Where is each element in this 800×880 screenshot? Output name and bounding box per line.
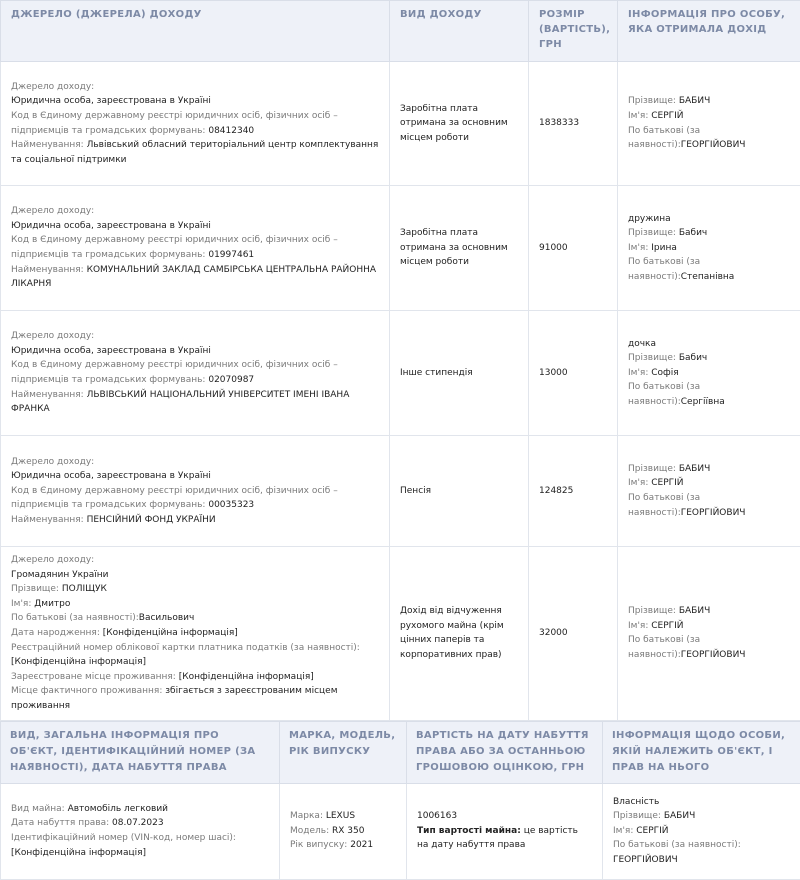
patronymic-label: По батькові (за наявності): bbox=[613, 840, 741, 850]
name-label: Ім'я: bbox=[628, 478, 648, 488]
income-amount: 32000 bbox=[529, 547, 618, 721]
year-value: 2021 bbox=[350, 840, 373, 850]
patronymic-label: По батькові (за наявності): bbox=[628, 493, 700, 518]
code-label: Код в Єдиному державному реєстрі юридичних осіб, фізичних осіб – підприємців та громадських формувань: bbox=[11, 360, 338, 385]
table-row bbox=[1, 311, 800, 436]
surname-value: ПОЛІЩУК bbox=[62, 584, 107, 594]
date-value: 08.07.2023 bbox=[112, 818, 164, 828]
vin-label: Ідентифікаційний номер (VIN-код, номер шасі): bbox=[11, 833, 236, 843]
source-kind: Юридична особа, зареєстрована в Україні bbox=[11, 94, 379, 109]
relation: дружина bbox=[628, 212, 790, 227]
patronymic-value: Степанівна bbox=[681, 272, 735, 282]
name-label: Ім'я: bbox=[628, 621, 648, 631]
surname-label: Прізвище: bbox=[628, 228, 676, 238]
model-label: Модель: bbox=[290, 826, 329, 836]
name-label: Найменування: bbox=[11, 265, 84, 275]
income-source-cell bbox=[1, 62, 390, 186]
actual-address-value: збігається з зареєстрованим місцем проживання bbox=[11, 686, 337, 711]
patronymic-label: По батькові (за наявності): bbox=[628, 257, 700, 282]
value-type-label: Тип вартості майна: bbox=[417, 826, 521, 836]
right-type: Власність bbox=[613, 795, 790, 810]
kind-value: Автомобіль легковий bbox=[68, 804, 168, 814]
source-title: Джерело доходу: bbox=[11, 204, 379, 219]
income-amount: 91000 bbox=[529, 186, 618, 311]
vin-value: [Конфіденційна інформація] bbox=[11, 848, 146, 858]
income-source-cell bbox=[1, 186, 390, 311]
brand-value: LEXUS bbox=[326, 811, 355, 821]
header-property-brand: МАРКА, МОДЕЛЬ, РІК ВИПУСКУ bbox=[280, 721, 407, 783]
name-label: Найменування: bbox=[11, 140, 84, 150]
name-value: СЕРГІЙ bbox=[651, 478, 683, 488]
property-table bbox=[0, 721, 800, 880]
income-type: Інше стипендія bbox=[390, 311, 529, 436]
income-source-cell bbox=[1, 436, 390, 547]
code-value: 00035323 bbox=[208, 500, 254, 510]
income-amount: 124825 bbox=[529, 436, 618, 547]
name-value: КОМУНАЛЬНИЙ ЗАКЛАД САМБІРСЬКА ЦЕНТРАЛЬНА РАЙОННА ЛІКАРНЯ bbox=[11, 265, 376, 290]
table-row bbox=[1, 186, 800, 311]
table-row bbox=[1, 436, 800, 547]
relation: дочка bbox=[628, 337, 790, 352]
name-value: СЕРГІЙ bbox=[651, 621, 683, 631]
table-row bbox=[1, 547, 800, 721]
patronymic-label: По батькові (за наявності): bbox=[11, 613, 139, 623]
surname-value: БАБИЧ bbox=[679, 606, 710, 616]
actual-address-label: Місце фактичного проживання: bbox=[11, 686, 162, 696]
income-source-cell bbox=[1, 547, 390, 721]
surname-label: Прізвище: bbox=[613, 811, 661, 821]
income-person-cell bbox=[618, 547, 800, 721]
name-value: Ірина bbox=[651, 243, 677, 253]
header-income-amount: РОЗМІР (ВАРТІСТЬ), ГРН bbox=[529, 1, 618, 62]
code-label: Код в Єдиному державному реєстрі юридичних осіб, фізичних осіб – підприємців та громадських формувань: bbox=[11, 111, 338, 136]
code-label: Код в Єдиному державному реєстрі юридичних осіб, фізичних осіб – підприємців та громадських формувань: bbox=[11, 235, 338, 260]
year-label: Рік випуску: bbox=[290, 840, 347, 850]
surname-value: БАБИЧ bbox=[664, 811, 695, 821]
name-value: ПЕНСІЙНИЙ ФОНД УКРАЇНИ bbox=[87, 515, 216, 525]
rnokpp-label: Реєстраційний номер облікової картки платника податків (за наявності): bbox=[11, 643, 360, 653]
income-type: Дохід від відчуження рухомого майна (крім цінних паперів та корпоративних прав) bbox=[390, 547, 529, 721]
value-type: це вартість на дату набуття права bbox=[417, 826, 578, 851]
surname-value: БАБИЧ bbox=[679, 96, 710, 106]
income-type: Заробітна плата отримана за основним місцем роботи bbox=[390, 62, 529, 186]
name-label: Найменування: bbox=[11, 515, 84, 525]
table-row bbox=[1, 62, 800, 186]
header-property-kind: ВИД, ЗАГАЛЬНА ІНФОРМАЦІЯ ПРО ОБ'ЄКТ, ІДЕНТИФІКАЦІЙНИЙ НОМЕР (ЗА НАЯВНОСТІ), ДАТА НАБУТТЯ ПРАВА bbox=[1, 721, 280, 783]
name-label: Ім'я: bbox=[628, 368, 648, 378]
name-value: ЛЬВІВСЬКИЙ НАЦІОНАЛЬНИЙ УНІВЕРСИТЕТ ІМЕНІ ІВАНА ФРАНКА bbox=[11, 390, 349, 415]
source-kind: Громадянин України bbox=[11, 568, 379, 583]
dob-label: Дата народження: bbox=[11, 628, 100, 638]
patronymic-value: Сергіївна bbox=[681, 397, 725, 407]
surname-label: Прізвище: bbox=[628, 606, 676, 616]
income-person-cell bbox=[618, 62, 800, 186]
surname-label: Прізвище: bbox=[628, 353, 676, 363]
income-source-cell bbox=[1, 311, 390, 436]
surname-label: Прізвище: bbox=[11, 584, 59, 594]
code-value: 01997461 bbox=[208, 250, 254, 260]
surname-value: Бабич bbox=[679, 353, 707, 363]
income-person-cell bbox=[618, 186, 800, 311]
header-property-owner: ІНФОРМАЦІЯ ЩОДО ОСОБИ, ЯКІЙ НАЛЕЖИТЬ ОБ'ЄКТ, І ПРАВ НА НЬОГО bbox=[603, 721, 800, 783]
header-income-source: ДЖЕРЕЛО (ДЖЕРЕЛА) ДОХОДУ bbox=[1, 1, 390, 62]
surname-label: Прізвище: bbox=[628, 464, 676, 474]
source-title: Джерело доходу: bbox=[11, 553, 379, 568]
patronymic-label: По батькові (за наявності): bbox=[628, 382, 700, 407]
table-row bbox=[1, 783, 800, 879]
income-type: Заробітна плата отримана за основним місцем роботи bbox=[390, 186, 529, 311]
surname-value: БАБИЧ bbox=[679, 464, 710, 474]
source-title: Джерело доходу: bbox=[11, 329, 379, 344]
source-kind: Юридична особа, зареєстрована в Україні bbox=[11, 344, 379, 359]
property-value: 1006163 bbox=[417, 809, 592, 824]
name-value: СЕРГІЙ bbox=[651, 111, 683, 121]
patronymic-value: ГЕОРГІЙОВИЧ bbox=[681, 650, 746, 660]
patronymic-value: ГЕОРГІЙОВИЧ bbox=[681, 140, 746, 150]
income-amount: 1838333 bbox=[529, 62, 618, 186]
date-label: Дата набуття права: bbox=[11, 818, 109, 828]
source-title: Джерело доходу: bbox=[11, 455, 379, 470]
kind-label: Вид майна: bbox=[11, 804, 65, 814]
model-value: RX 350 bbox=[332, 826, 364, 836]
source-kind: Юридична особа, зареєстрована в Україні bbox=[11, 469, 379, 484]
income-type: Пенсія bbox=[390, 436, 529, 547]
source-title: Джерело доходу: bbox=[11, 80, 379, 95]
code-label: Код в Єдиному державному реєстрі юридичних осіб, фізичних осіб – підприємців та громадських формувань: bbox=[11, 486, 338, 511]
registered-address-label: Зареєстроване місце проживання: bbox=[11, 672, 176, 682]
property-owner-cell bbox=[603, 783, 800, 879]
rnokpp-value: [Конфіденційна інформація] bbox=[11, 657, 146, 667]
property-kind-cell bbox=[1, 783, 280, 879]
code-value: 08412340 bbox=[208, 126, 254, 136]
patronymic-value: Васильович bbox=[139, 613, 195, 623]
name-value: СЕРГІЙ bbox=[636, 826, 668, 836]
name-value: Дмитро bbox=[34, 599, 70, 609]
patronymic-label: По батькові (за наявності): bbox=[628, 635, 700, 660]
name-label: Ім'я: bbox=[613, 826, 633, 836]
surname-label: Прізвище: bbox=[628, 96, 676, 106]
source-kind: Юридична особа, зареєстрована в Україні bbox=[11, 219, 379, 234]
name-value: Софія bbox=[651, 368, 678, 378]
name-label: Ім'я: bbox=[628, 243, 648, 253]
dob-value: [Конфіденційна інформація] bbox=[103, 628, 238, 638]
header-income-person: ІНФОРМАЦІЯ ПРО ОСОБУ, ЯКА ОТРИМАЛА ДОХІД bbox=[618, 1, 800, 62]
header-income-type: ВИД ДОХОДУ bbox=[390, 1, 529, 62]
surname-value: Бабич bbox=[679, 228, 707, 238]
income-amount: 13000 bbox=[529, 311, 618, 436]
property-value-cell bbox=[407, 783, 603, 879]
code-value: 02070987 bbox=[208, 375, 254, 385]
header-property-value: ВАРТІСТЬ НА ДАТУ НАБУТТЯ ПРАВА АБО ЗА ОСТАННЬОЮ ГРОШОВОЮ ОЦІНКОЮ, ГРН bbox=[407, 721, 603, 783]
name-label: Найменування: bbox=[11, 390, 84, 400]
property-brand-cell bbox=[280, 783, 407, 879]
patronymic-value: ГЕОРГІЙОВИЧ bbox=[613, 855, 678, 865]
income-person-cell bbox=[618, 311, 800, 436]
name-label: Ім'я: bbox=[11, 599, 31, 609]
name-label: Ім'я: bbox=[628, 111, 648, 121]
income-person-cell bbox=[618, 436, 800, 547]
patronymic-label: По батькові (за наявності): bbox=[628, 126, 700, 151]
brand-label: Марка: bbox=[290, 811, 323, 821]
registered-address-value: [Конфіденційна інформація] bbox=[179, 672, 314, 682]
patronymic-value: ГЕОРГІЙОВИЧ bbox=[681, 508, 746, 518]
name-value: Львівський обласний територіальний центр комплектування та соціальної підтримки bbox=[11, 140, 378, 165]
